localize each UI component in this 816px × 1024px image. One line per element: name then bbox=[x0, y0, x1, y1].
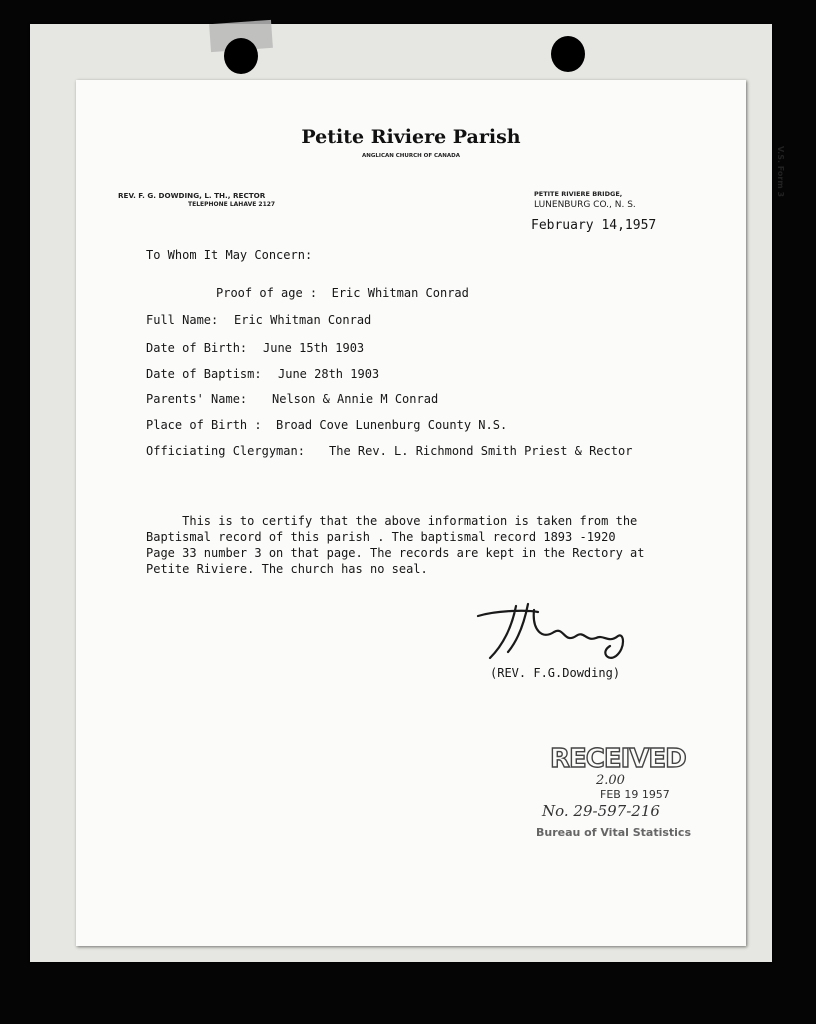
form-number-label: V.S. Form 3 bbox=[776, 146, 785, 198]
subject-line: Proof of age : Eric Whitman Conrad bbox=[216, 286, 469, 300]
received-stamp bbox=[532, 736, 702, 852]
field-label: Parents' Name: bbox=[146, 392, 248, 406]
field-label: Place of Birth : bbox=[146, 418, 262, 432]
field-value: Nelson & Annie M Conrad bbox=[272, 392, 439, 406]
field-label: Date of Birth: bbox=[146, 341, 248, 355]
field-label: Date of Baptism: bbox=[146, 367, 262, 381]
address-line-1: PETITE RIVIERE BRIDGE, bbox=[534, 190, 623, 198]
stamp-received-text: RECEIVED bbox=[550, 744, 686, 774]
field-value: June 28th 1903 bbox=[278, 367, 380, 381]
parish-subtitle: ANGLICAN CHURCH OF CANADA bbox=[362, 153, 460, 159]
punch-hole-right bbox=[551, 36, 585, 72]
address-line-2: LUNENBURG CO., N. S. bbox=[534, 200, 636, 210]
field-label: Officiating Clergyman: bbox=[146, 444, 305, 458]
stamp-date: FEB 19 1957 bbox=[600, 788, 670, 801]
field-label: Full Name: bbox=[146, 313, 219, 327]
letter-date: February 14,1957 bbox=[531, 218, 657, 233]
signature-name: (REV. F.G.Dowding) bbox=[490, 666, 621, 680]
stamp-bureau: Bureau of Vital Statistics bbox=[536, 826, 692, 839]
punch-hole-left bbox=[224, 38, 258, 74]
field-value: The Rev. L. Richmond Smith Priest & Rector bbox=[329, 444, 633, 458]
salutation: To Whom It May Concern: bbox=[146, 248, 313, 262]
signature-image bbox=[468, 596, 638, 666]
field-value: Broad Cove Lunenburg County N.S. bbox=[276, 418, 508, 432]
stamp-fee: 2.00 bbox=[596, 773, 625, 788]
letter-page bbox=[76, 80, 746, 946]
field-value: June 15th 1903 bbox=[263, 341, 365, 355]
field-value: Eric Whitman Conrad bbox=[234, 313, 372, 327]
certification-paragraph: This is to certify that the above information is taken from the Baptismal record of this parish . The baptismal record 1893 -1920 Page 33 number 3 on that page. The records are kept in the Rectory at Petite Riviere. The church has no seal. bbox=[146, 514, 645, 576]
telephone-line: TELEPHONE LAHAVE 2127 bbox=[188, 201, 276, 208]
rector-line: REV. F. G. DOWDING, L. TH., RECTOR bbox=[118, 191, 266, 200]
parish-name: Petite Riviere Parish bbox=[301, 126, 521, 148]
stamp-number: No. 29-597-216 bbox=[542, 802, 660, 820]
